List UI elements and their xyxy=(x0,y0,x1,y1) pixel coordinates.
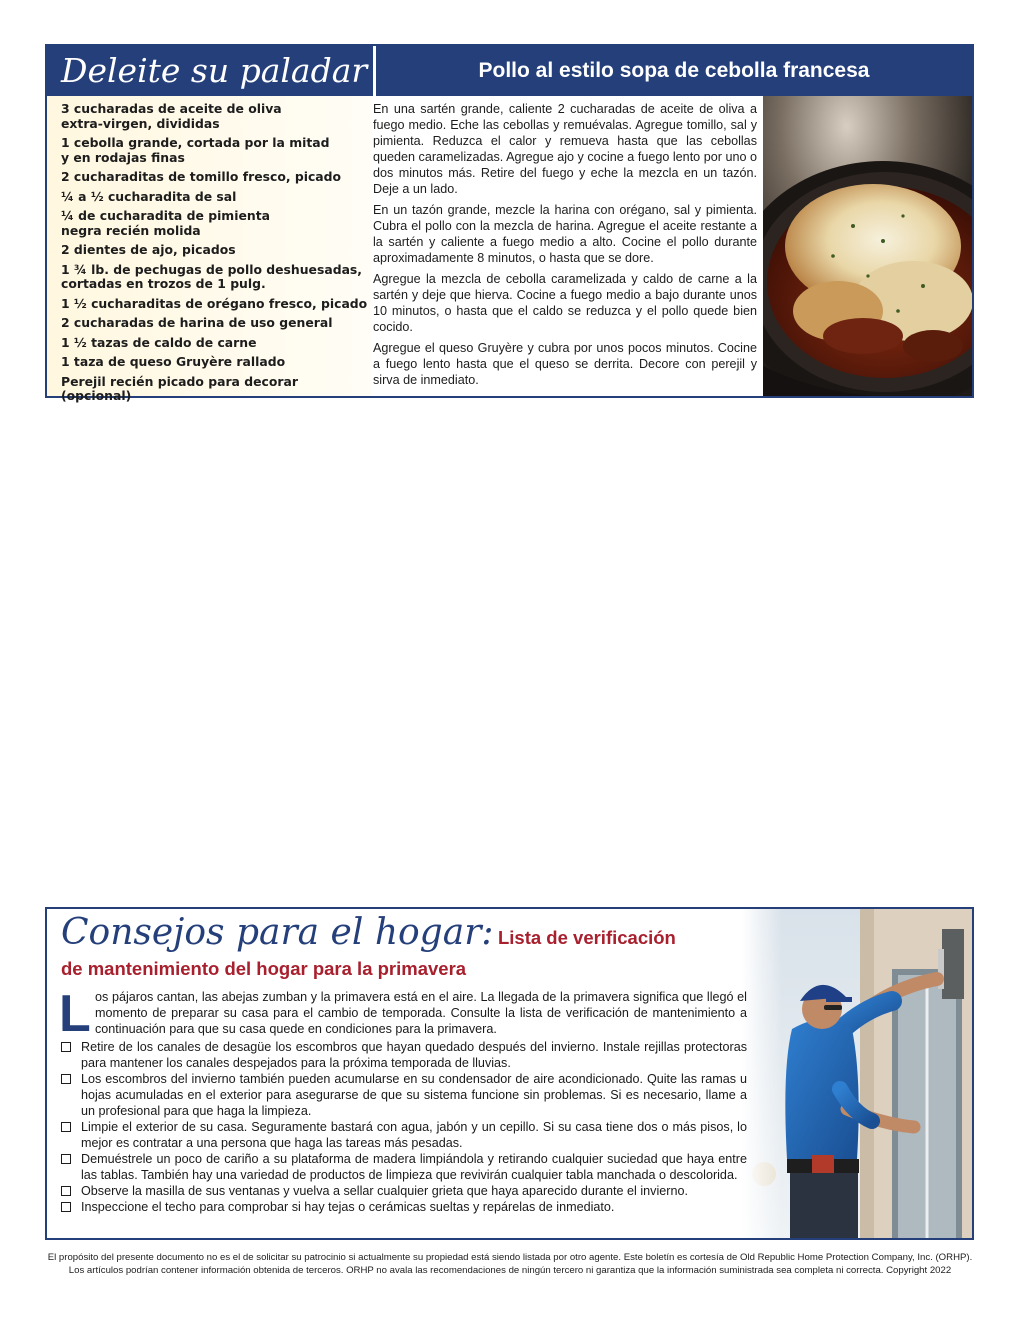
tips-body xyxy=(59,985,747,1215)
intro-text: os pájaros cantan, las abejas zumban y la primavera está en el aire. La llegada de la primavera significa que llegó el momento de preparar su casa para el cambio de temporada. Consulte la lista de verificación de mantenimiento a continuación para que su casa quede en condiciones para la primavera. xyxy=(95,990,747,1036)
ingredients-list xyxy=(47,96,371,403)
checkbox-icon xyxy=(61,1122,71,1132)
window-cleaner-photo xyxy=(742,909,972,1238)
recipe-section-title: Deleite su paladar xyxy=(47,46,373,96)
ingredient-item: 1 ¾ lb. de pechugas de pollo deshuesadas, cortadas en trozos de 1 pulg. xyxy=(61,261,363,291)
ingredient-item: Perejil recién picado para decorar (opcional) xyxy=(61,373,298,403)
disclaimer-line-2: Los artículos podrían contener información obtenida de terceros. ORHP no avala las recomendaciones de ningún tercero ni garantiza que la información suministrada sea completa ni correcta. Copyright 2022 xyxy=(68,1265,952,1276)
checkbox-icon xyxy=(61,1202,71,1212)
instruction-paragraph: Agregue el queso Gruyère y cubra por unos pocos minutos. Cocine a fuego lento hasta que el queso se derrita. Decore con perejil y sirva de inmediato. xyxy=(373,341,757,387)
ingredient-item: ¼ de cucharadita de pimienta negra recién molida xyxy=(61,208,270,238)
checkbox-icon xyxy=(61,1042,71,1052)
checkbox-icon xyxy=(61,1186,71,1196)
checklist-item-text: Los escombros del invierno también pueden acumularse en su condensador de aire acondicionado. Quite las ramas u hojas acumuladas en el exterior para asegurarse de que su sistema funcione sin problemas. Si es necesario, llame a un profesional para que haga la limpieza. xyxy=(81,1072,747,1118)
checklist-item-text: Observe la masilla de sus ventanas y vuelva a sellar cualquier grieta que haya aparecido durante el invierno. xyxy=(81,1184,688,1198)
checklist-item xyxy=(59,1071,747,1119)
recipe-section xyxy=(45,44,974,403)
recipe-instructions xyxy=(373,96,765,396)
instruction-paragraph: En un tazón grande, mezcle la harina con orégano, sal y pimienta. Cubra el pollo con la mezcla de harina. Agregue el aceite restante a la sartén y caliente a fuego medio a alto. Cocine el pollo durante aproximadamente 8 minutos, o hasta que se dore. xyxy=(373,203,757,265)
ingredient-item: ¼ a ½ cucharadita de sal xyxy=(61,188,237,204)
skillet-chicken-illustration xyxy=(763,96,972,396)
tips-subtitle-part-2: de mantenimiento del hogar para la primavera xyxy=(61,958,467,979)
disclaimer-line-1: El propósito del presente documento no es el de solicitar su patrocinio si actualmente su propiedad está siendo listada por otro agente. Este boletín es cortesía de Old Republic Home Protection Company, Inc. (ORHP). xyxy=(47,1252,973,1263)
checklist-item-text: Demuéstrele un poco de cariño a su plataforma de madera limpiándola y retirando cualquier suciedad que haya entre las tablas. También hay una variedad de productos de limpieza que revivirán cualquier tabla manchada o descolorida. xyxy=(81,1152,747,1182)
ingredient-item: 3 cucharadas de aceite de oliva extra-virgen, divididas xyxy=(61,101,282,131)
chicken-dish-photo xyxy=(763,96,972,396)
checkbox-icon xyxy=(61,1154,71,1164)
ingredient-item: 1 cebolla grande, cortada por la mitad y en rodajas finas xyxy=(61,135,330,165)
drop-cap: L xyxy=(59,985,91,1043)
checklist-item xyxy=(59,1183,747,1199)
checklist-item-text: Inspeccione el techo para comprobar si hay tejas o cerámicas sueltas y repárelas de inmediato. xyxy=(81,1200,615,1214)
disclaimer-footer xyxy=(30,1251,990,1277)
worker-cleaning-window-illustration xyxy=(742,909,972,1238)
tips-section-title: Consejos para el hogar: xyxy=(61,912,494,953)
ingredient-item: 2 cucharaditas de tomillo fresco, picado xyxy=(61,169,342,184)
checklist-item xyxy=(59,1039,747,1071)
recipe-title: Pollo al estilo sopa de cebolla francesa xyxy=(376,46,972,96)
checkbox-icon xyxy=(61,1074,71,1084)
checklist-item xyxy=(59,1151,747,1183)
ingredient-item: 1 ½ cucharaditas de orégano fresco, picado xyxy=(61,295,368,311)
ingredient-item: 2 dientes de ajo, picados xyxy=(61,242,236,257)
checklist-item-text: Limpie el exterior de su casa. Seguramente bastará con agua, jabón y un cepillo. Si su casa tiene dos o más pisos, lo mejor es contratar a una persona que haga las tareas más pesadas. xyxy=(81,1120,747,1150)
tips-subtitle-part-1: Lista de verificación xyxy=(497,927,676,948)
instruction-paragraph: Agregue la mezcla de cebolla caramelizada y caldo de carne a la sartén y deje que hierva. Cocine a fuego medio a bajo durante unos 10 minutos, o hasta que el caldo se reduzca y el pollo quede bien cocido. xyxy=(373,272,757,334)
checklist-item-text: Retire de los canales de desagüe los escombros que hayan quedado después del invierno. Instale rejillas protectoras para mantener los canales despejados para la próxima temporada de lluvias. xyxy=(81,1040,747,1070)
instruction-paragraph: En una sartén grande, caliente 2 cucharadas de aceite de oliva a fuego medio. Eche las cebollas y remuévalas. Agregue tomillo, sal y pimienta. Reduzca el calor y remueva hasta que las cebollas queden caramelizadas. Agregue ajo y cocine a fuego lento por uno o dos minutos más. Retire del fuego y eche la mezcla en un tazón. Deje a un lado. xyxy=(373,102,757,196)
home-tips-section xyxy=(45,907,974,1240)
ingredient-item: 1 ½ tazas de caldo de carne xyxy=(61,334,257,350)
ingredient-item: 1 taza de queso Gruyère rallado xyxy=(61,354,286,369)
checklist-item xyxy=(59,1119,747,1151)
tips-intro xyxy=(59,985,747,1043)
ingredient-item: 2 cucharadas de harina de uso general xyxy=(61,315,333,330)
checklist-item xyxy=(59,1199,747,1215)
tips-title-line xyxy=(61,912,676,953)
